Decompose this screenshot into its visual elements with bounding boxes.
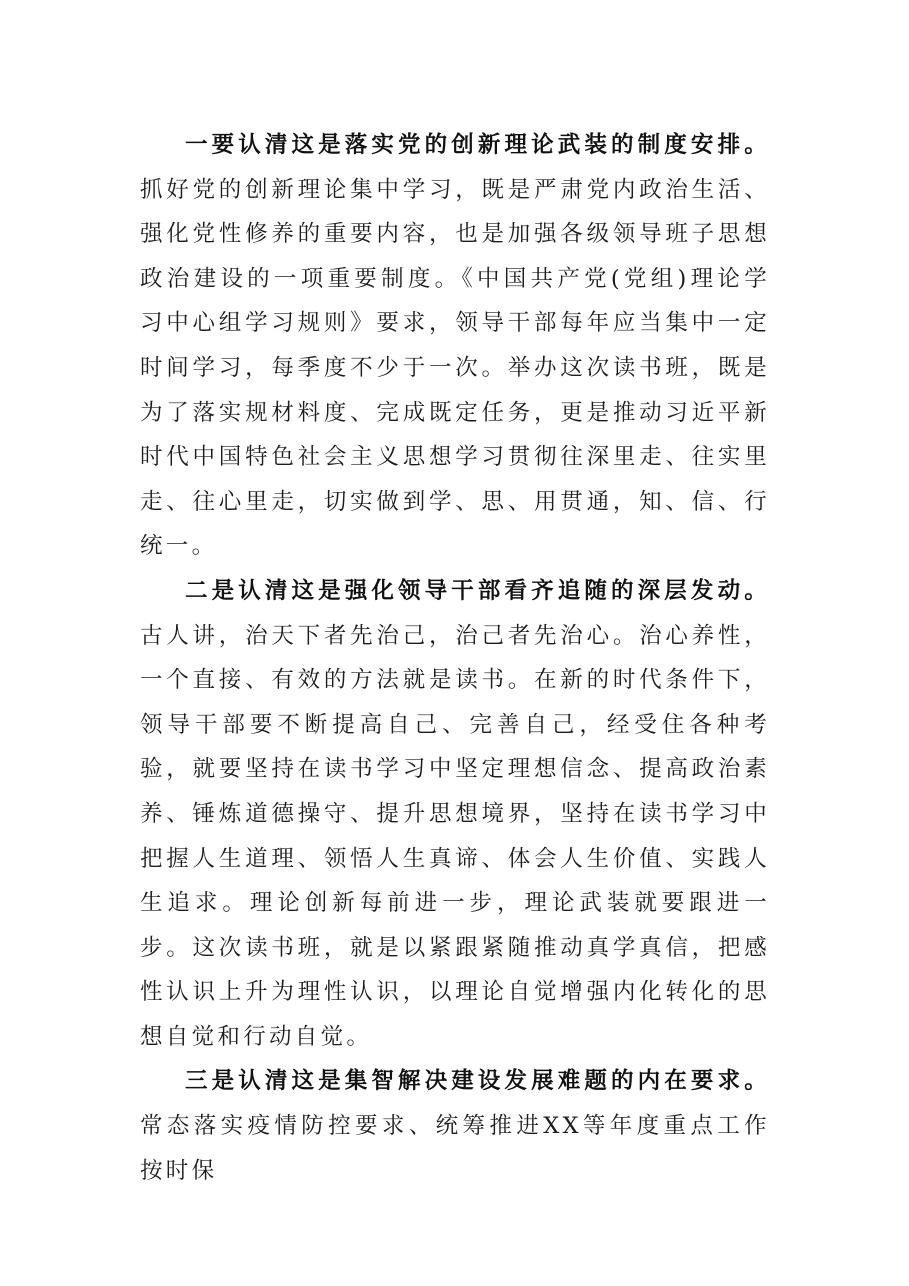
paragraph-3-text: 常态落实疫情防控要求、统筹推进XX等年度重点工作按时保 — [140, 1113, 770, 1184]
paragraph-2-text: 古人讲，治天下者先治己，治己者先治心。治心养性，一个直接、有效的方法就是读书。在新的时代条件下，领导干部要不断提高自己、完善自己，经受住各种考验，就要坚持在读书学习中坚定理想信念、提高政治素养、锤炼道德操守、提升思想境界，坚持在读书学习中把握人生道理、领悟人生真谛、体会人生价值、实践人生追求。理论创新每前进一步，理论武装就要跟进一步。这次读书班，就是以紧跟紧随推动真学真信，把感性认识上升为理性认识，以理论自觉增强内化转化的思想自觉和行动自觉。 — [140, 622, 770, 1050]
paragraph-2 — [140, 569, 770, 1060]
paragraph-1-text: 抓好党的创新理论集中学习，既是严肃党内政治生活、强化党性修养的重要内容，也是加强各级领导班子思想政治建设的一项重要制度。《中国共产党(党组)理论学习中心组学习规则》要求，领导干部每年应当集中一定时间学习，每季度不少于一次。举办这次读书班，既是为了落实规材料度、完成既定任务，更是推动习近平新时代中国特色社会主义思想学习贯彻往深里走、往实里走、往心里走，切实做到学、思、用贯通，知、信、行统一。 — [140, 176, 770, 560]
paragraph-3 — [140, 1059, 770, 1193]
paragraph-3-heading: 三是认清这是集智解决建设发展难题的内在要求。 — [185, 1068, 770, 1095]
paragraph-1-heading: 一要认清这是落实党的创新理论武装的制度安排。 — [185, 132, 770, 158]
paragraph-2-heading: 二是认清这是强化领导干部看齐追随的深层发动。 — [185, 577, 770, 604]
document-body — [140, 123, 770, 1193]
paragraph-1 — [140, 123, 770, 569]
